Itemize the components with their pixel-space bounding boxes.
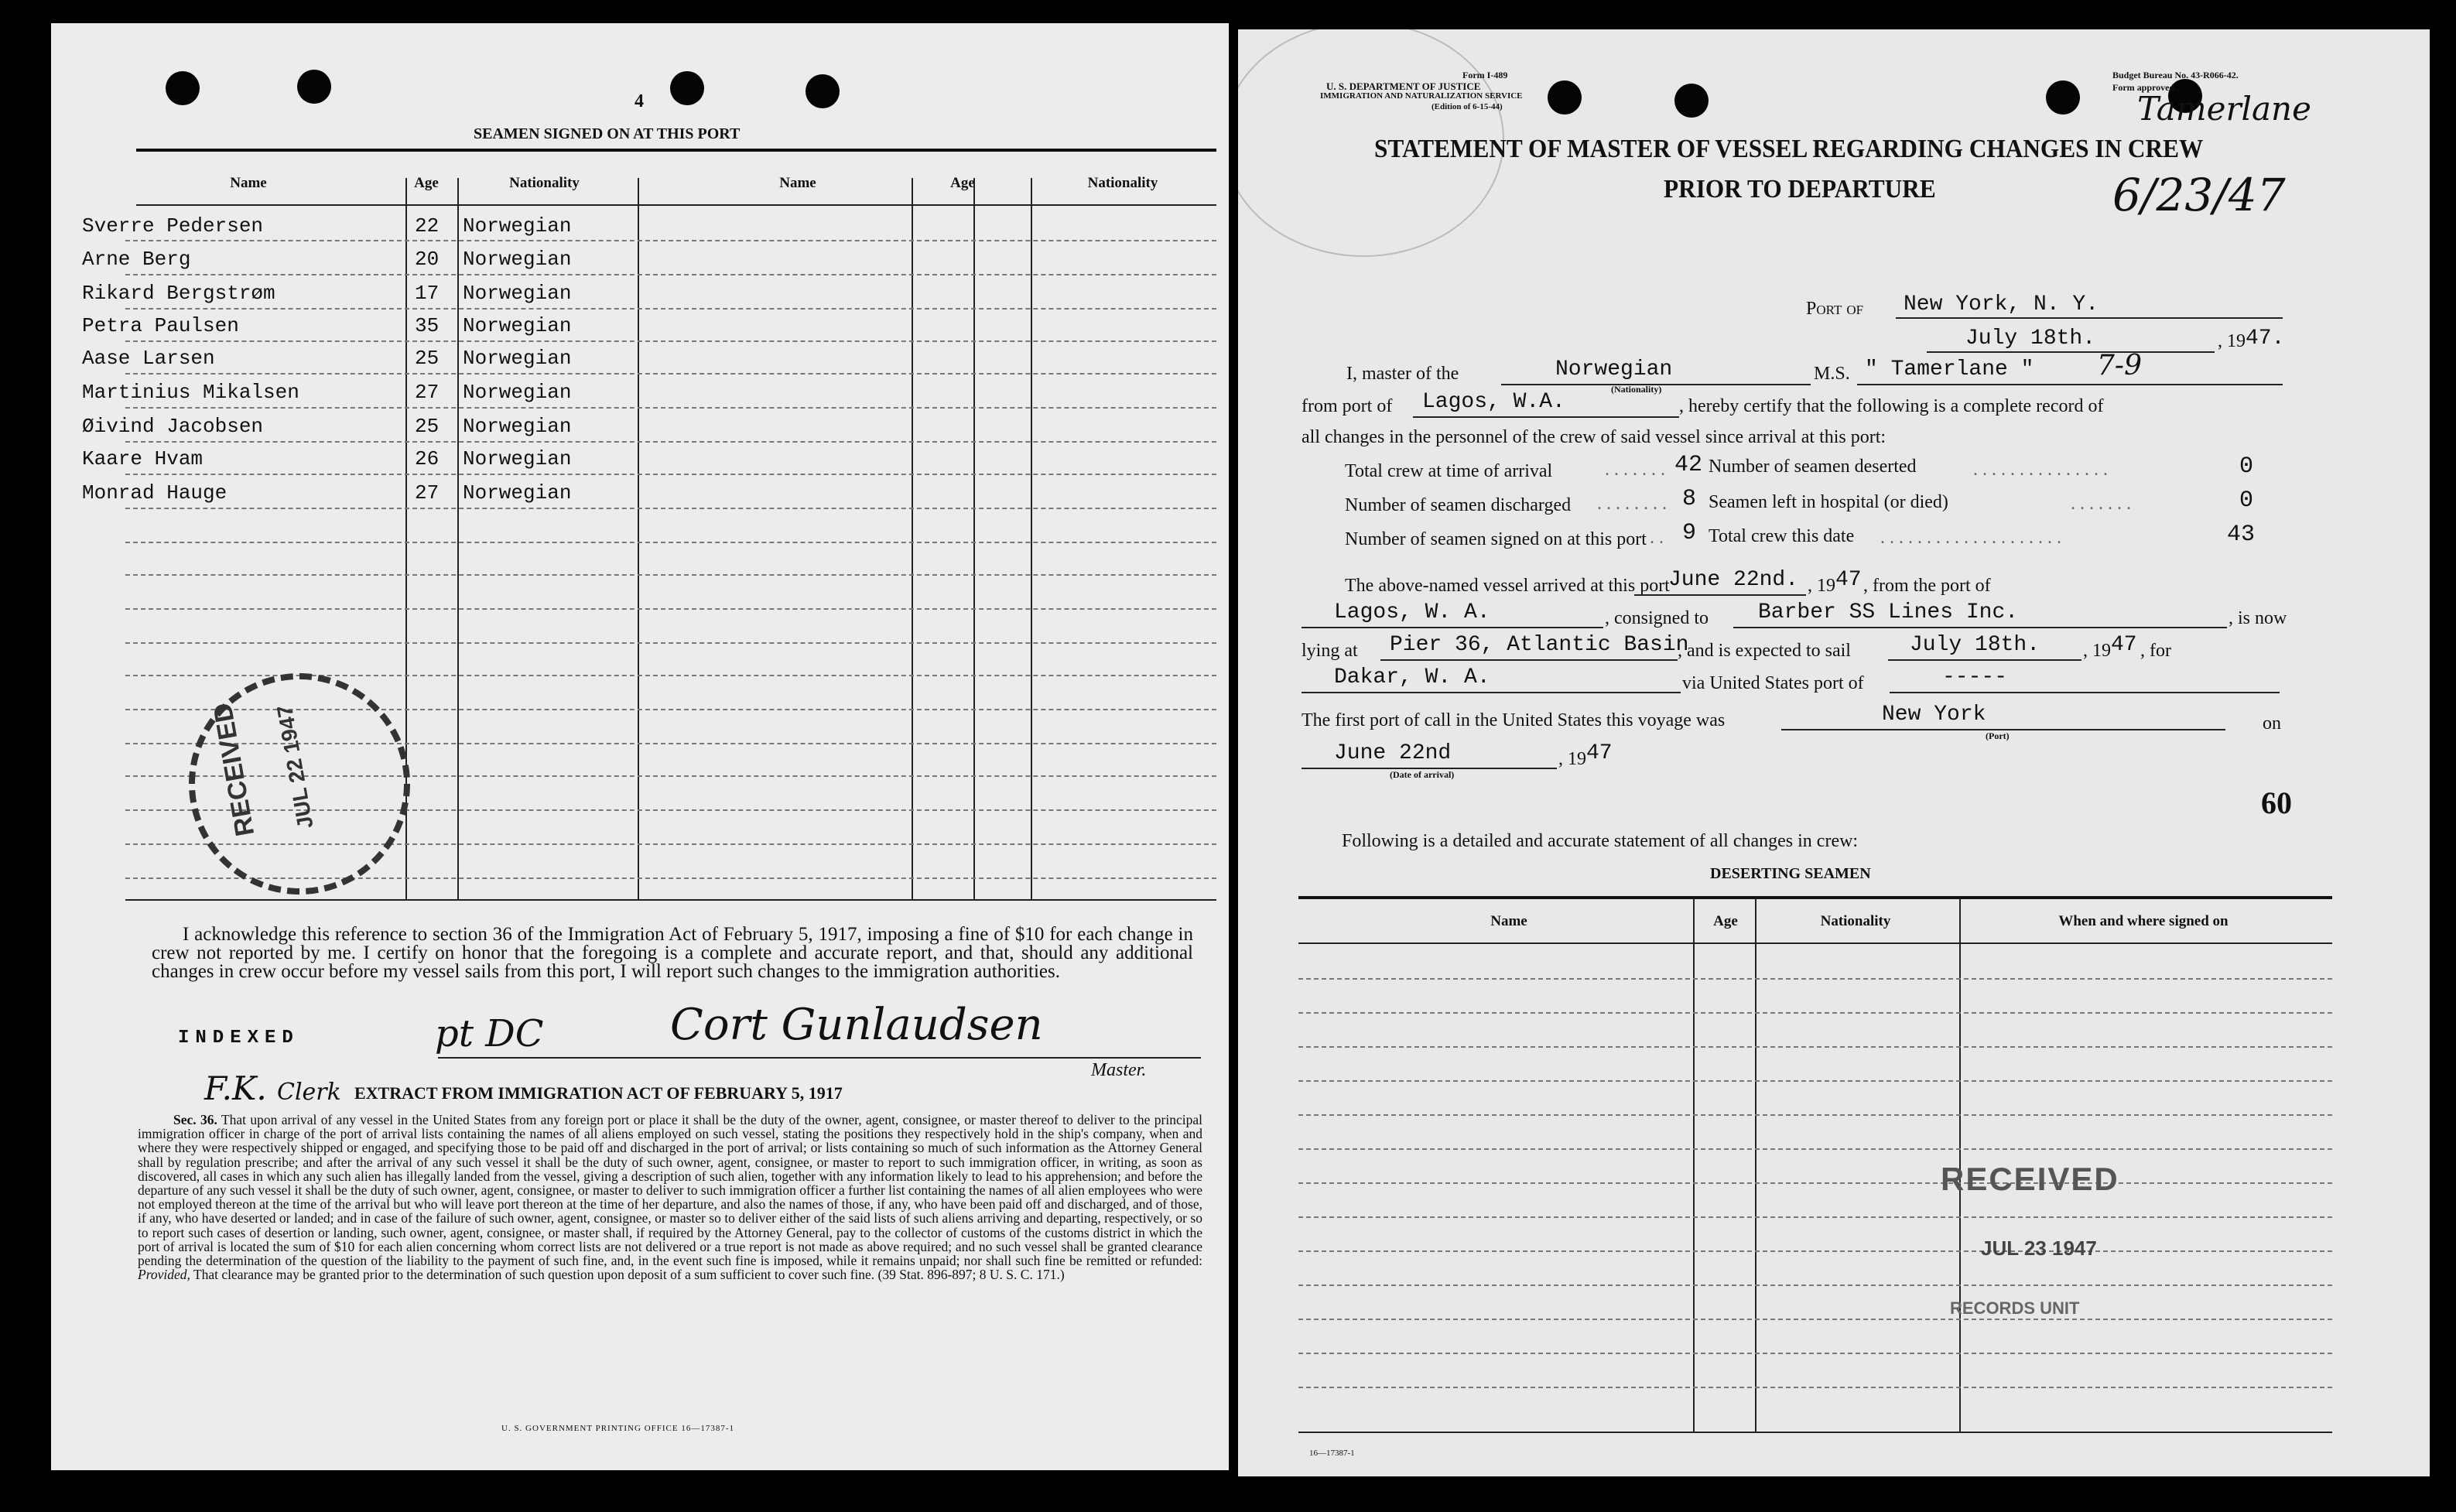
rule: [1857, 384, 2283, 385]
crew-nationality: Norwegian: [463, 314, 572, 337]
first-port-label: The first port of call in the United States this voyage was: [1302, 710, 1726, 730]
extract-section: Sec. 36.: [173, 1112, 217, 1127]
rule: [1888, 659, 2081, 661]
stamped-number: 60: [2261, 785, 2292, 820]
col-head-nationality-2: Nationality: [1087, 175, 1158, 191]
crew-name: Arne Berg: [82, 248, 191, 271]
punch-hole: [297, 70, 331, 104]
nineteen-label-2: , 19: [2083, 641, 2111, 661]
row-rule: [1298, 1216, 2332, 1218]
arrived-value: June 22nd.: [1668, 568, 1799, 592]
crew-name: Martinius Mikalsen: [82, 381, 299, 404]
crew-name: Sverre Pedersen: [82, 214, 264, 238]
crew-age: 25: [415, 415, 440, 438]
gpo-imprint: U. S. GOVERNMENT PRINTING OFFICE 16—17387-1: [501, 1424, 735, 1433]
row-rule: [1298, 1046, 2332, 1048]
extract-title: EXTRACT FROM IMMIGRATION ACT OF FEBRUARY 5, 1917: [354, 1083, 843, 1103]
handwritten-vessel-name: Tamerlane: [2137, 90, 2311, 128]
department: U. S. DEPARTMENT OF JUSTICE: [1326, 80, 1481, 92]
total-arrival-label: Total crew at time of arrival: [1345, 461, 1553, 481]
col-rule: [973, 178, 975, 899]
arrival-date-value: June 22nd: [1334, 741, 1452, 765]
crew-age: 17: [415, 282, 440, 305]
from-port-value: Lagos, W.A.: [1422, 390, 1565, 414]
row-rule: [125, 608, 1216, 610]
extract-provided: Provided,: [138, 1267, 190, 1283]
row-rule: [125, 274, 1216, 275]
rule: [125, 899, 1216, 901]
rule: [1298, 1432, 2332, 1433]
col-rule: [457, 178, 459, 899]
row-rule: [125, 508, 1216, 509]
rule: [1634, 594, 1806, 596]
crew-name: Øivind Jacobsen: [82, 415, 264, 438]
crew-nationality: Norwegian: [463, 347, 572, 370]
punch-hole: [1674, 84, 1709, 118]
acknowledgement-text: I acknowledge this reference to section 36 of the Immigration Act of February 5, 1917, imposing a fine of $10 for each change in crew not reported by me. I certify on honor that the foregoing is a complete and accurate report, and that, should any additional changes in crew occur before my vessel sails from this port, I will report such changes to the immigration authorities.: [152, 924, 1193, 982]
crew-nationality: Norwegian: [463, 481, 572, 505]
deserting-col-nationality: Nationality: [1820, 913, 1891, 929]
arrived-label: The above-named vessel arrived at this port: [1345, 576, 1670, 596]
form-number: Form I-489: [1462, 70, 1508, 80]
col-head-age-2: Age: [950, 175, 975, 191]
clerk-label: Clerk: [277, 1079, 341, 1106]
col-rule: [638, 178, 639, 899]
row-rule: [125, 308, 1216, 310]
expected-year: 47: [2111, 633, 2137, 657]
extract-tail: That clearance may be granted prior to the determination of such question upon deposit of a sum sufficient to cover such fine. (39 Stat. 896-897; 8 U. S. C. 171.): [193, 1267, 1065, 1283]
row-rule: [1298, 1319, 2332, 1320]
crew-nationality: Norwegian: [463, 415, 572, 438]
rule: [1413, 416, 1679, 418]
punch-hole: [1548, 80, 1582, 115]
signature-line: [438, 1057, 1201, 1059]
crew-name: Aase Larsen: [82, 347, 215, 370]
master-of-the-label: I, master of the: [1346, 364, 1459, 384]
deserted-value: 0: [2239, 453, 2254, 480]
deserting-header: DESERTING SEAMEN: [1710, 865, 1871, 882]
budget-bureau: Budget Bureau No. 43-R066-42.: [2112, 70, 2239, 80]
from-port-label: from port of: [1302, 396, 1393, 416]
discharged-value: 8: [1682, 486, 1697, 512]
left-page: [51, 23, 1229, 1470]
deserted-label: Number of seamen deserted: [1709, 457, 1917, 477]
nineteen-label-3: , 19: [1558, 749, 1586, 769]
consigned-label: , consigned to: [1605, 608, 1709, 628]
edition: (Edition of 6-15-44): [1432, 102, 1503, 111]
rule: [136, 149, 1216, 152]
vessel-annotation: 7-9: [2097, 350, 2142, 381]
leader-dots: .......: [1605, 460, 1670, 480]
row-rule: [1298, 1285, 2332, 1286]
received-stamp-date: JUL 22 1947: [272, 703, 318, 831]
row-rule: [125, 542, 1216, 543]
crew-name: Rikard Bergstrøm: [82, 282, 275, 305]
deserting-col-signed-on: When and where signed on: [2058, 913, 2229, 929]
indexed-stamp: INDEXED: [178, 1028, 299, 1048]
master-signature: Cort Gunlaudsen: [670, 1000, 1043, 1050]
col-head-name: Name: [230, 175, 267, 191]
rule: [1298, 942, 2332, 944]
lying-at-label: lying at: [1302, 641, 1358, 661]
leader-dots: ..: [1650, 528, 1668, 548]
rule: [1302, 692, 1681, 693]
date-value: July 18th.: [1965, 327, 2096, 351]
port-label: Port of: [1806, 299, 1864, 319]
col-rule: [912, 178, 913, 899]
date-year-prefix: , 19: [2218, 331, 2246, 351]
received-stamp-2-date: JUL 23 1947: [1981, 1237, 2097, 1260]
crew-age: 27: [415, 481, 440, 505]
page-number: 4: [635, 91, 644, 111]
destination-value: Dakar, W. A.: [1334, 665, 1490, 689]
crew-age: 22: [415, 214, 440, 238]
punch-hole: [806, 74, 840, 108]
col-rule: [1031, 178, 1032, 899]
form-title-line1: STATEMENT OF MASTER OF VESSEL REGARDING CHANGES IN CREW: [1374, 135, 2204, 163]
first-port-value: New York: [1882, 703, 1986, 727]
extract-text: That upon arrival of any vessel in the United States from any foreign port or place it shall be the duty of the owner, agent, consignee, or master thereof to deliver to the principal immigration officer in charge of the port of arrival lists containing the names of all aliens employed on such vessel, stating the positions they respectively hold in the ship's company, when and where they were respectively shipped or engaged, and specifying those to be paid off and discharged in the port of arrival; or lists containing so much of such information as the Attorney General shall by regulation prescribe; and after the arrival of any such vessel it shall be the duty of such owner, agent, consignee, or master to report to such immigration officer, in writing, as soon as discovered, all cases in which any such alien has illegally landed from the vessel, giving a description of such alien, together with any information likely to lead to his apprehension; and before the departure of any such vessel it shall be the duty of such owner, agent, consignee, or master to deliver to such immigration officer a further list containing the names of all alien employees who were not employed thereon at the time of the arrival but who will leave port thereon at the time of her departure, and also the names of those, if any, who have been paid off and discharged, and of those, if any, who have deserted or landed; and in case of the failure of such owner, agent, consignee, or master so to deliver either of the said lists of such aliens arriving and departing, respectively, or so to report such cases of desertion or landing, such owner, agent, consignee, or master shall, if required by the Attorney General, pay to the collector of customs of the customs district in which the port of arrival is located the sum of $10 for each alien concerning whom correct lists are not delivered or a true report is not made as above required; and no such vessel shall be granted clearance pending the determination of the question of the liability to the payment of such fine, and, in the event such fine is imposed, while it remains unpaid; nor shall such fine be remitted or refunded:: [138, 1112, 1202, 1269]
crew-age: 35: [415, 314, 440, 337]
row-rule: [125, 441, 1216, 443]
hospital-value: 0: [2239, 487, 2254, 514]
discharged-label: Number of seamen discharged: [1345, 495, 1572, 515]
row-rule: [125, 240, 1216, 241]
via-value: -----: [1942, 665, 2008, 689]
punch-hole: [670, 71, 704, 105]
arrived-year: 47: [1835, 568, 1862, 592]
all-changes-text: all changes in the personnel of the crew of said vessel since arrival at this port:: [1302, 427, 1886, 447]
nationality-caption: (Nationality): [1611, 384, 1662, 395]
received-stamp-2-unit: RECORDS UNIT: [1950, 1298, 2080, 1318]
total-arrival-value: 42: [1674, 452, 1703, 478]
rule: [1896, 317, 2283, 319]
nineteen-label: , 19: [1808, 576, 1835, 596]
following-text: Following is a detailed and accurate statement of all changes in crew:: [1342, 831, 1859, 851]
form-title-line2: PRIOR TO DEPARTURE: [1664, 175, 1936, 204]
rule: [1733, 627, 2227, 628]
crew-age: 27: [415, 381, 440, 404]
crew-age: 26: [415, 447, 440, 470]
rule: [136, 204, 1216, 206]
crew-age: 20: [415, 248, 440, 271]
total-date-value: 43: [2227, 522, 2256, 548]
service: IMMIGRATION AND NATURALIZATION SERVICE: [1320, 91, 1523, 101]
crew-nationality: Norwegian: [463, 447, 572, 470]
row-rule: [1298, 1114, 2332, 1116]
via-label: via United States port of: [1682, 673, 1864, 693]
from-the-port-label: , from the port of: [1863, 576, 1991, 596]
rule: [1298, 896, 2332, 899]
hospital-label: Seamen left in hospital (or died): [1709, 492, 1948, 512]
arrival-date-year: 47: [1586, 741, 1613, 765]
crew-name: Monrad Hauge: [82, 481, 227, 505]
row-rule: [125, 642, 1216, 644]
row-rule: [1298, 1182, 2332, 1184]
rule: [1380, 659, 1678, 661]
received-stamp-label: RECEIVED: [207, 700, 261, 839]
rule: [1890, 692, 2280, 693]
crew-age: 25: [415, 347, 440, 370]
crew-nationality: Norwegian: [463, 214, 572, 238]
expected-label: , and is expected to sail: [1678, 641, 1851, 661]
consigned-value: Barber SS Lines Inc.: [1758, 600, 2019, 624]
signed-on-label: Number of seamen signed on at this port: [1345, 529, 1647, 549]
vessel-name: " Tamerlane ": [1865, 357, 2034, 381]
lying-at-value: Pier 36, Atlantic Basin: [1390, 633, 1689, 657]
row-rule: [1298, 1080, 2332, 1082]
row-rule: [1298, 1012, 2332, 1014]
date-year: 47.: [2246, 327, 2285, 351]
crew-name: Petra Paulsen: [82, 314, 239, 337]
punch-hole: [166, 71, 200, 105]
leader-dots: ........: [1597, 494, 1671, 514]
rule: [1927, 351, 2215, 353]
received-stamp-2-label: RECEIVED: [1941, 1161, 2119, 1197]
signature-prefix: pt DC: [435, 1012, 544, 1055]
footer-code: 16—17387-1: [1309, 1449, 1355, 1458]
clerk-initials: F.K.: [204, 1069, 267, 1107]
punch-hole: [2046, 80, 2080, 115]
rule: [1302, 627, 1603, 628]
leader-dots: ...............: [1973, 460, 2112, 480]
arrival-date-caption: (Date of arrival): [1390, 769, 1455, 780]
row-rule: [1298, 1148, 2332, 1150]
extract-body: [138, 1113, 1202, 1281]
row-rule: [1298, 1250, 2332, 1252]
deserting-col-name: Name: [1490, 913, 1527, 929]
section-header: SEAMEN SIGNED ON AT THIS PORT: [474, 125, 741, 142]
right-page: [1238, 29, 2430, 1476]
crew-nationality: Norwegian: [463, 248, 572, 271]
crew-name: Kaare Hvam: [82, 447, 204, 470]
col-head-age: Age: [414, 175, 439, 191]
row-rule: [125, 373, 1216, 375]
leader-dots: .......: [2071, 494, 2136, 514]
col-head-nationality: Nationality: [509, 175, 580, 191]
port-value: New York, N. Y.: [1904, 292, 2099, 316]
handwritten-date: 6/23/47: [2112, 169, 2286, 221]
crew-nationality: Norwegian: [463, 282, 572, 305]
signed-on-value: 9: [1682, 520, 1697, 546]
first-port-on: on: [2263, 713, 2281, 734]
for-label: , for: [2140, 641, 2171, 661]
is-now-label: , is now: [2229, 608, 2287, 628]
total-date-label: Total crew this date: [1709, 526, 1855, 546]
row-rule: [1298, 978, 2332, 980]
row-rule: [125, 574, 1216, 576]
from-the-port-value: Lagos, W. A.: [1334, 600, 1490, 624]
master-label: Master.: [1091, 1060, 1147, 1080]
nationality-value: Norwegian: [1555, 357, 1673, 381]
leader-dots: ....................: [1880, 528, 2066, 548]
row-rule: [1298, 1353, 2332, 1354]
deserting-col-age: Age: [1713, 913, 1738, 929]
certify-text: , hereby certify that the following is a complete record of: [1679, 396, 2104, 416]
expected-value: July 18th.: [1910, 633, 2040, 657]
form-approved: Form approved.: [2112, 82, 2177, 93]
vessel-prefix: M.S.: [1814, 364, 1850, 384]
col-head-name-2: Name: [779, 175, 816, 191]
row-rule: [125, 474, 1216, 475]
port-caption: (Port): [1986, 730, 2010, 741]
crew-nationality: Norwegian: [463, 381, 572, 404]
row-rule: [125, 407, 1216, 409]
row-rule: [125, 340, 1216, 342]
row-rule: [1298, 1387, 2332, 1388]
